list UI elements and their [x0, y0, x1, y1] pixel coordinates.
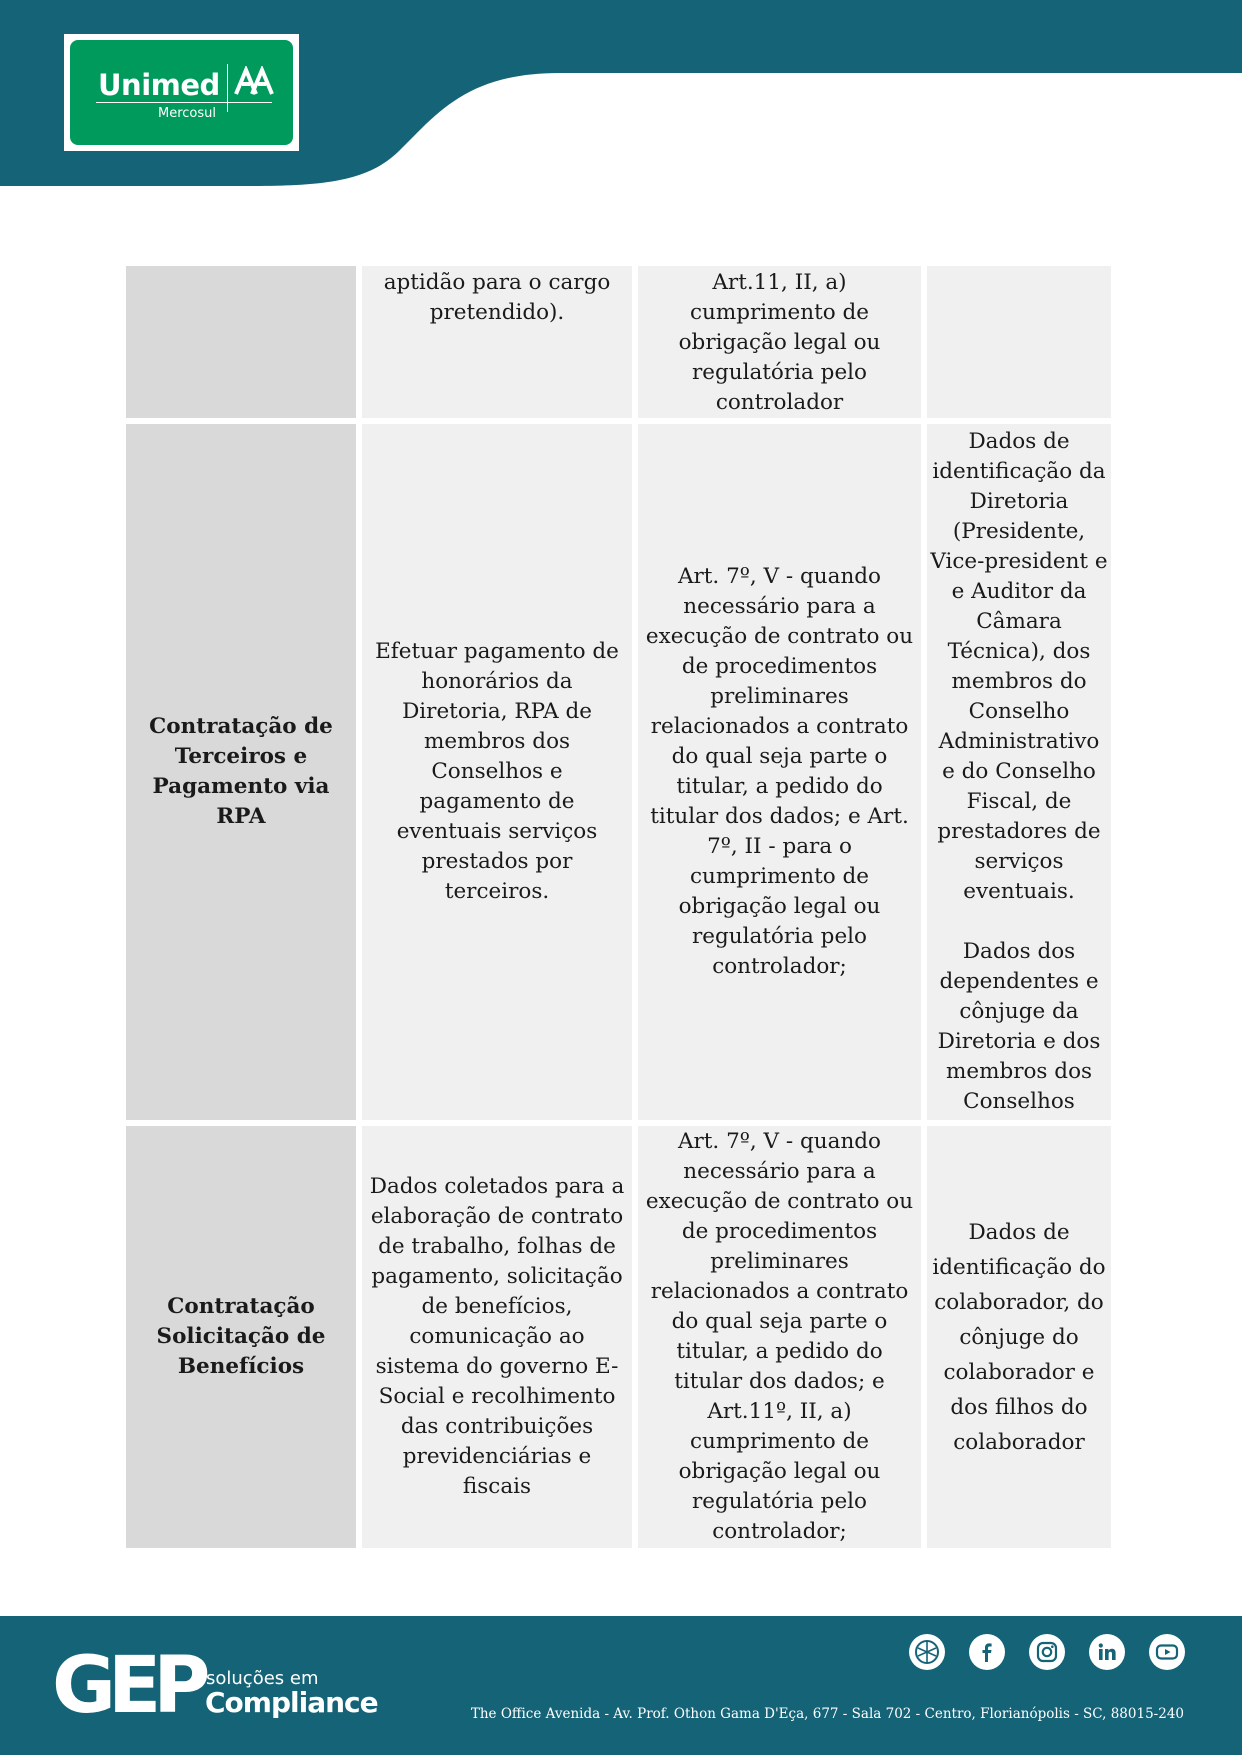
unimed-logo	[64, 34, 299, 151]
gep-logo: GEP	[52, 1641, 203, 1731]
unimed-tree-icon	[234, 66, 274, 96]
footer-tagline: soluções em	[206, 1668, 319, 1689]
data-processing-table	[120, 260, 1117, 1554]
youtube-icon[interactable]	[1149, 1634, 1185, 1670]
purpose-cell: aptidão para o cargo pretendido).	[362, 266, 632, 418]
table-row	[126, 266, 1111, 418]
linkedin-icon[interactable]	[1089, 1634, 1125, 1670]
data-categories-cell: Dados de identificação do colaborador, do cônjuge do colaborador e dos filhos do colaborador	[927, 1126, 1111, 1548]
activity-cell	[126, 266, 356, 418]
legal-basis-cell: Art.11, II, a) cumprimento de obrigação legal ou regulatória pelo controlador	[638, 266, 921, 418]
purpose-cell: Efetuar pagamento de honorários da Diretoria, RPA de membros dos Conselhos e pagamento de eventuais serviços prestados por terceiros.	[362, 424, 632, 1120]
facebook-icon[interactable]	[969, 1634, 1005, 1670]
footer	[0, 1616, 1242, 1755]
table-row	[126, 424, 1111, 1120]
table-row	[126, 1126, 1111, 1548]
logo-text: Unimed	[98, 68, 220, 102]
data-categories-cell: Dados de identificação da Diretoria (Presidente, Vice-president e e Auditor da Câmara Técnica), dos membros do Conselho Administrativo e do Conselho Fiscal, de prestadores de serviços eventuais. Dados dos dependentes e cônjuge da Diretoria e dos membros dos Conselhos	[927, 424, 1111, 1120]
instagram-icon[interactable]	[1029, 1634, 1065, 1670]
purpose-cell: Dados coletados para a elaboração de contrato de trabalho, folhas de pagamento, solicitação de benefícios, comunicação ao sistema do governo E-Social e recolhimento das contribuições previdenciárias e fiscais	[362, 1126, 632, 1548]
website-icon[interactable]	[909, 1634, 945, 1670]
logo-subtext: Mercosul	[158, 106, 216, 121]
footer-address: The Office Avenida - Av. Prof. Othon Gama D'Eça, 677 - Sala 702 - Centro, Florianópolis - SC, 88015-240	[470, 1706, 1184, 1722]
legal-basis-cell: Art. 7º, V - quando necessário para a execução de contrato ou de procedimentos preliminares relacionados a contrato do qual seja parte o titular, a pedido do titular dos dados; e Art. 7º, II - para o cumprimento de obrigação legal ou regulatória pelo controlador;	[638, 424, 921, 1120]
activity-cell: Contratação Solicitação de Benefícios	[126, 1126, 356, 1548]
activity-cell: Contratação de Terceiros e Pagamento via RPA	[126, 424, 356, 1120]
social-links	[909, 1634, 1185, 1670]
data-categories-cell	[927, 266, 1111, 418]
legal-basis-cell: Art. 7º, V - quando necessário para a execução de contrato ou de procedimentos preliminares relacionados a contrato do qual seja parte o titular, a pedido do titular dos dados; e Art.11º, II, a) cumprimento de obrigação legal ou regulatória pelo controlador;	[638, 1126, 921, 1548]
footer-tagline-compliance: Compliance	[205, 1686, 378, 1719]
